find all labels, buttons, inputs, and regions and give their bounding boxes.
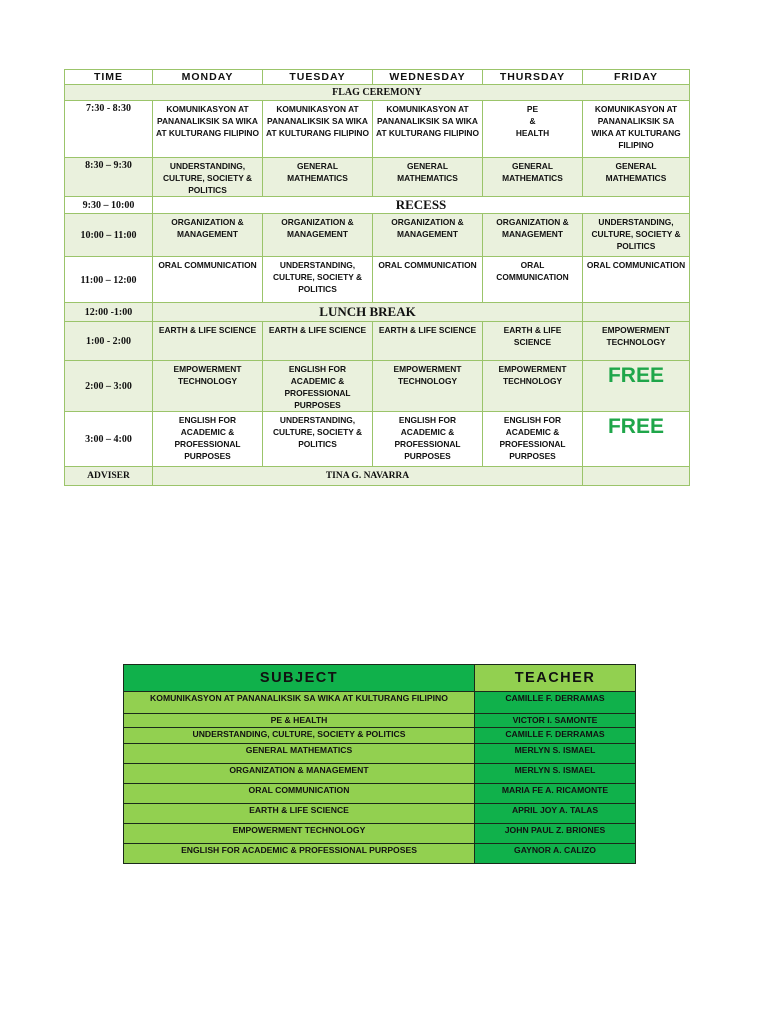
class-cell: EMPOWERMENT TECHNOLOGY: [483, 361, 583, 412]
subject-cell: KOMUNIKASYON AT PANANALIKSIK SA WIKA AT KULTURANG FILIPINO: [124, 692, 475, 714]
class-cell: ORAL COMMUNICATION: [373, 257, 483, 303]
schedule-row: [65, 412, 690, 467]
class-cell: ORGANIZATION & MANAGEMENT: [483, 214, 583, 257]
adviser-name: TINA G. NAVARRA: [153, 467, 583, 486]
class-cell: UNDERSTANDING, CULTURE, SOCIETY & POLITICS: [263, 257, 373, 303]
class-cell: KOMUNIKASYON AT PANANALIKSIK SA WIKA AT KULTURANG FILIPINO: [263, 101, 373, 158]
table-row: [124, 714, 636, 728]
teacher-cell: MARIA FE A. RICAMONTE: [475, 784, 636, 804]
class-cell: ENGLISH FOR ACADEMIC & PROFESSIONAL PURPOSES: [483, 412, 583, 467]
recess-cell: RECESS: [153, 197, 690, 214]
free-period-cell: FREE: [583, 412, 690, 467]
class-cell: EARTH & LIFE SCIENCE: [373, 322, 483, 361]
class-cell: ORGANIZATION & MANAGEMENT: [153, 214, 263, 257]
header-subject: SUBJECT: [124, 665, 475, 692]
teacher-cell: JOHN PAUL Z. BRIONES: [475, 824, 636, 844]
time-cell: 11:00 – 12:00: [65, 257, 153, 303]
schedule-row: [65, 322, 690, 361]
schedule-row: [65, 257, 690, 303]
teacher-cell: CAMILLE F. DERRAMAS: [475, 692, 636, 714]
table-row: [124, 744, 636, 764]
schedule-row: [65, 101, 690, 158]
schedule-row: [65, 214, 690, 257]
class-cell: EMPOWERMENT TECHNOLOGY: [153, 361, 263, 412]
adviser-label: ADVISER: [65, 467, 153, 486]
class-cell: ENGLISH FOR ACADEMIC & PROFESSIONAL PURPOSES: [153, 412, 263, 467]
recess-row: [65, 197, 690, 214]
class-cell: ORAL COMMUNICATION: [153, 257, 263, 303]
subject-cell: PE & HEALTH: [124, 714, 475, 728]
teacher-cell: MERLYN S. ISMAEL: [475, 764, 636, 784]
class-cell: EARTH & LIFE SCIENCE: [483, 322, 583, 361]
table-row: [124, 824, 636, 844]
class-cell: PE & HEALTH: [483, 101, 583, 158]
teacher-cell: APRIL JOY A. TALAS: [475, 804, 636, 824]
class-cell: UNDERSTANDING, CULTURE, SOCIETY & POLITICS: [583, 214, 690, 257]
header-monday: MONDAY: [153, 70, 263, 85]
class-cell: EMPOWERMENT TECHNOLOGY: [583, 322, 690, 361]
table-row: [124, 784, 636, 804]
time-cell: 10:00 – 11:00: [65, 214, 153, 257]
class-cell: EMPOWERMENT TECHNOLOGY: [373, 361, 483, 412]
class-cell: GENERAL MATHEMATICS: [583, 158, 690, 197]
subject-cell: EMPOWERMENT TECHNOLOGY: [124, 824, 475, 844]
class-cell: ENGLISH FOR ACADEMIC & PROFESSIONAL PURPOSES: [263, 361, 373, 412]
class-cell: ENGLISH FOR ACADEMIC & PROFESSIONAL PURPOSES: [373, 412, 483, 467]
teacher-table-header-row: [124, 665, 636, 692]
class-cell: EARTH & LIFE SCIENCE: [263, 322, 373, 361]
empty-cell: [583, 467, 690, 486]
header-time: TIME: [65, 70, 153, 85]
class-cell: ORGANIZATION & MANAGEMENT: [263, 214, 373, 257]
class-cell: ORGANIZATION & MANAGEMENT: [373, 214, 483, 257]
teacher-cell: MERLYN S. ISMAEL: [475, 744, 636, 764]
class-cell: GENERAL MATHEMATICS: [263, 158, 373, 197]
subject-cell: UNDERSTANDING, CULTURE, SOCIETY & POLITICS: [124, 728, 475, 744]
header-wednesday: WEDNESDAY: [373, 70, 483, 85]
lunch-row: [65, 303, 690, 322]
table-row: [124, 764, 636, 784]
schedule-row: [65, 158, 690, 197]
class-cell: ORAL COMMUNICATION: [483, 257, 583, 303]
time-cell: 12:00 -1:00: [65, 303, 153, 322]
time-cell: 1:00 - 2:00: [65, 322, 153, 361]
time-cell: 2:00 – 3:00: [65, 361, 153, 412]
teacher-cell: GAYNOR A. CALIZO: [475, 844, 636, 864]
table-row: [124, 804, 636, 824]
class-cell: UNDERSTANDING, CULTURE, SOCIETY & POLITICS: [153, 158, 263, 197]
header-tuesday: TUESDAY: [263, 70, 373, 85]
class-schedule-table: [64, 69, 690, 486]
header-friday: FRIDAY: [583, 70, 690, 85]
lunch-break-cell: LUNCH BREAK: [153, 303, 583, 322]
class-cell: EARTH & LIFE SCIENCE: [153, 322, 263, 361]
subject-cell: EARTH & LIFE SCIENCE: [124, 804, 475, 824]
table-row: [124, 692, 636, 714]
adviser-row: [65, 467, 690, 486]
table-row: [124, 728, 636, 744]
subject-teacher-table: [123, 664, 636, 864]
class-cell: GENERAL MATHEMATICS: [483, 158, 583, 197]
table-row: [124, 844, 636, 864]
header-teacher: TEACHER: [475, 665, 636, 692]
class-cell: UNDERSTANDING, CULTURE, SOCIETY & POLITICS: [263, 412, 373, 467]
subject-cell: GENERAL MATHEMATICS: [124, 744, 475, 764]
class-cell: KOMUNIKASYON AT PANANALIKSIK SA WIKA AT KULTURANG FILIPINO: [153, 101, 263, 158]
teacher-cell: VICTOR I. SAMONTE: [475, 714, 636, 728]
time-cell: 9:30 – 10:00: [65, 197, 153, 214]
time-cell: 3:00 – 4:00: [65, 412, 153, 467]
schedule-header-row: [65, 70, 690, 85]
subject-cell: ENGLISH FOR ACADEMIC & PROFESSIONAL PURPOSES: [124, 844, 475, 864]
time-cell: 8:30 – 9:30: [65, 158, 153, 197]
subject-cell: ORGANIZATION & MANAGEMENT: [124, 764, 475, 784]
class-cell: KOMUNIKASYON AT PANANALIKSIK SA WIKA AT KULTURANG FILIPINO: [373, 101, 483, 158]
teacher-cell: CAMILLE F. DERRAMAS: [475, 728, 636, 744]
flag-ceremony-row: [65, 85, 690, 101]
header-thursday: THURSDAY: [483, 70, 583, 85]
class-cell: ORAL COMMUNICATION: [583, 257, 690, 303]
subject-cell: ORAL COMMUNICATION: [124, 784, 475, 804]
schedule-row: [65, 361, 690, 412]
flag-ceremony-cell: FLAG CEREMONY: [65, 85, 690, 101]
empty-cell: [583, 303, 690, 322]
class-cell: GENERAL MATHEMATICS: [373, 158, 483, 197]
class-cell: KOMUNIKASYON AT PANANALIKSIK SA WIKA AT KULTURANG FILIPINO: [583, 101, 690, 158]
free-period-cell: FREE: [583, 361, 690, 412]
time-cell: 7:30 - 8:30: [65, 101, 153, 158]
